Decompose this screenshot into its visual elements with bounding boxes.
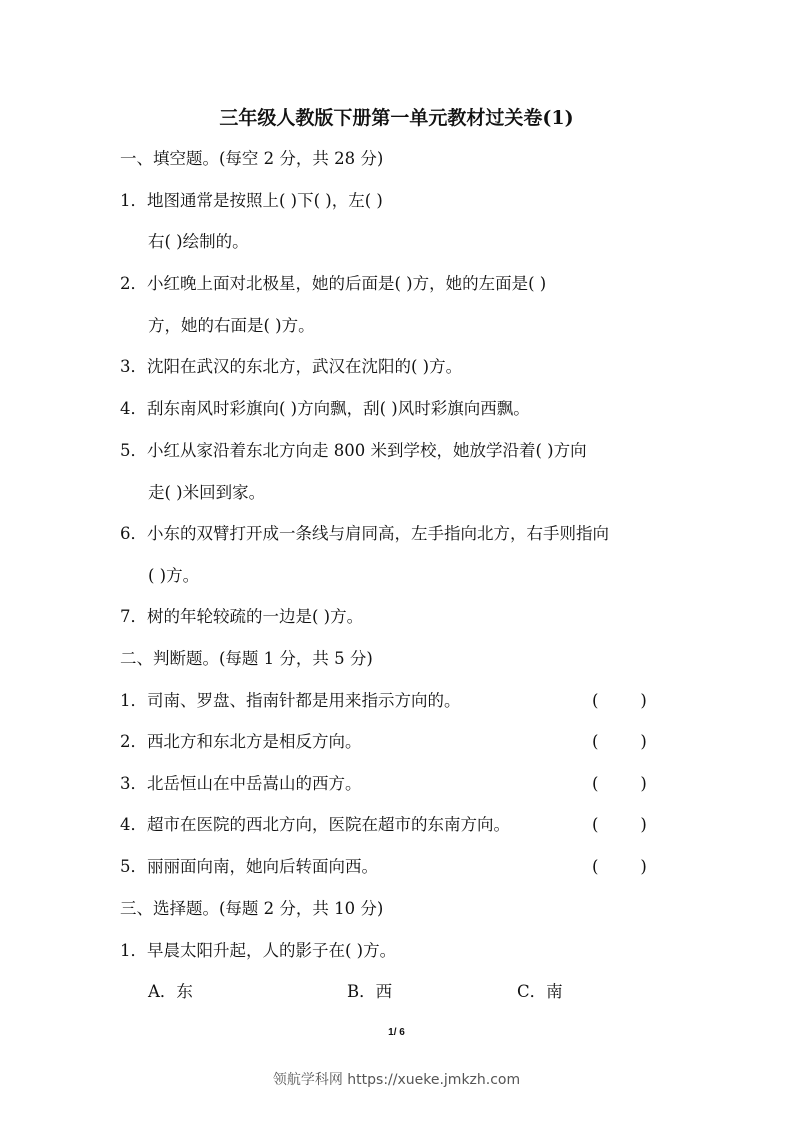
- s3-q1-option-b[interactable]: B．西: [347, 982, 393, 1001]
- s2-q1-answer-box[interactable]: ( ): [592, 691, 647, 710]
- s1-q4: 4．刮东南风时彩旗向( )方向飘，刮( )风时彩旗向西飘。: [120, 399, 530, 418]
- section3-heading: 三、选择题。(每题 2 分，共 10 分): [120, 899, 384, 918]
- section1-heading: 一、填空题。(每空 2 分，共 28 分): [120, 149, 384, 168]
- s2-q4-answer-box[interactable]: ( ): [592, 815, 647, 834]
- s3-q1: 1．早晨太阳升起，人的影子在( )方。: [120, 941, 397, 960]
- s1-q5-line2: 走( )米回到家。: [148, 483, 266, 502]
- s2-q5-text: 5．丽丽面向南，她向后转面向西。: [120, 857, 378, 876]
- s1-q6-line2: ( )方。: [148, 566, 200, 585]
- section2-heading: 二、判断题。(每题 1 分，共 5 分): [120, 649, 373, 668]
- s2-q2-text: 2．西北方和东北方是相反方向。: [120, 732, 362, 751]
- s2-q2-answer-box[interactable]: ( ): [592, 732, 647, 751]
- page-number: 1/ 6: [388, 1027, 405, 1038]
- s2-q4-text: 4．超市在医院的西北方向，医院在超市的东南方向。: [120, 815, 510, 834]
- s1-q1-line1: 1．地图通常是按照上( )下( )，左( ): [120, 191, 383, 210]
- s1-q3: 3．沈阳在武汉的东北方，武汉在沈阳的( )方。: [120, 357, 463, 376]
- s1-q6-line1: 6．小东的双臂打开成一条线与肩同高，左手指向北方，右手则指向: [120, 524, 609, 543]
- s1-q1-line2: 右( )绘制的。: [148, 232, 249, 251]
- s3-q1-option-a[interactable]: A．东: [148, 982, 193, 1001]
- watermark-text: 领航学科网 https://xueke.jmkzh.com: [272, 1072, 521, 1088]
- s2-q3-answer-box[interactable]: ( ): [592, 774, 647, 793]
- s1-q2-line2: 方，她的右面是( )方。: [148, 316, 315, 335]
- s3-q1-option-c[interactable]: C．南: [517, 982, 563, 1001]
- s2-q5-answer-box[interactable]: ( ): [592, 857, 647, 876]
- s1-q5-line1: 5．小红从家沿着东北方向走 800 米到学校，她放学沿着( )方向: [120, 441, 587, 460]
- s1-q7: 7．树的年轮较疏的一边是( )方。: [120, 607, 364, 626]
- s2-q1-text: 1．司南、罗盘、指南针都是用来指示方向的。: [120, 691, 461, 710]
- exam-title: 三年级人教版下册第一单元教材过关卷(1): [219, 107, 574, 129]
- s2-q3-text: 3．北岳恒山在中岳嵩山的西方。: [120, 774, 362, 793]
- s1-q2-line1: 2．小红晚上面对北极星，她的后面是( )方，她的左面是( ): [120, 274, 547, 293]
